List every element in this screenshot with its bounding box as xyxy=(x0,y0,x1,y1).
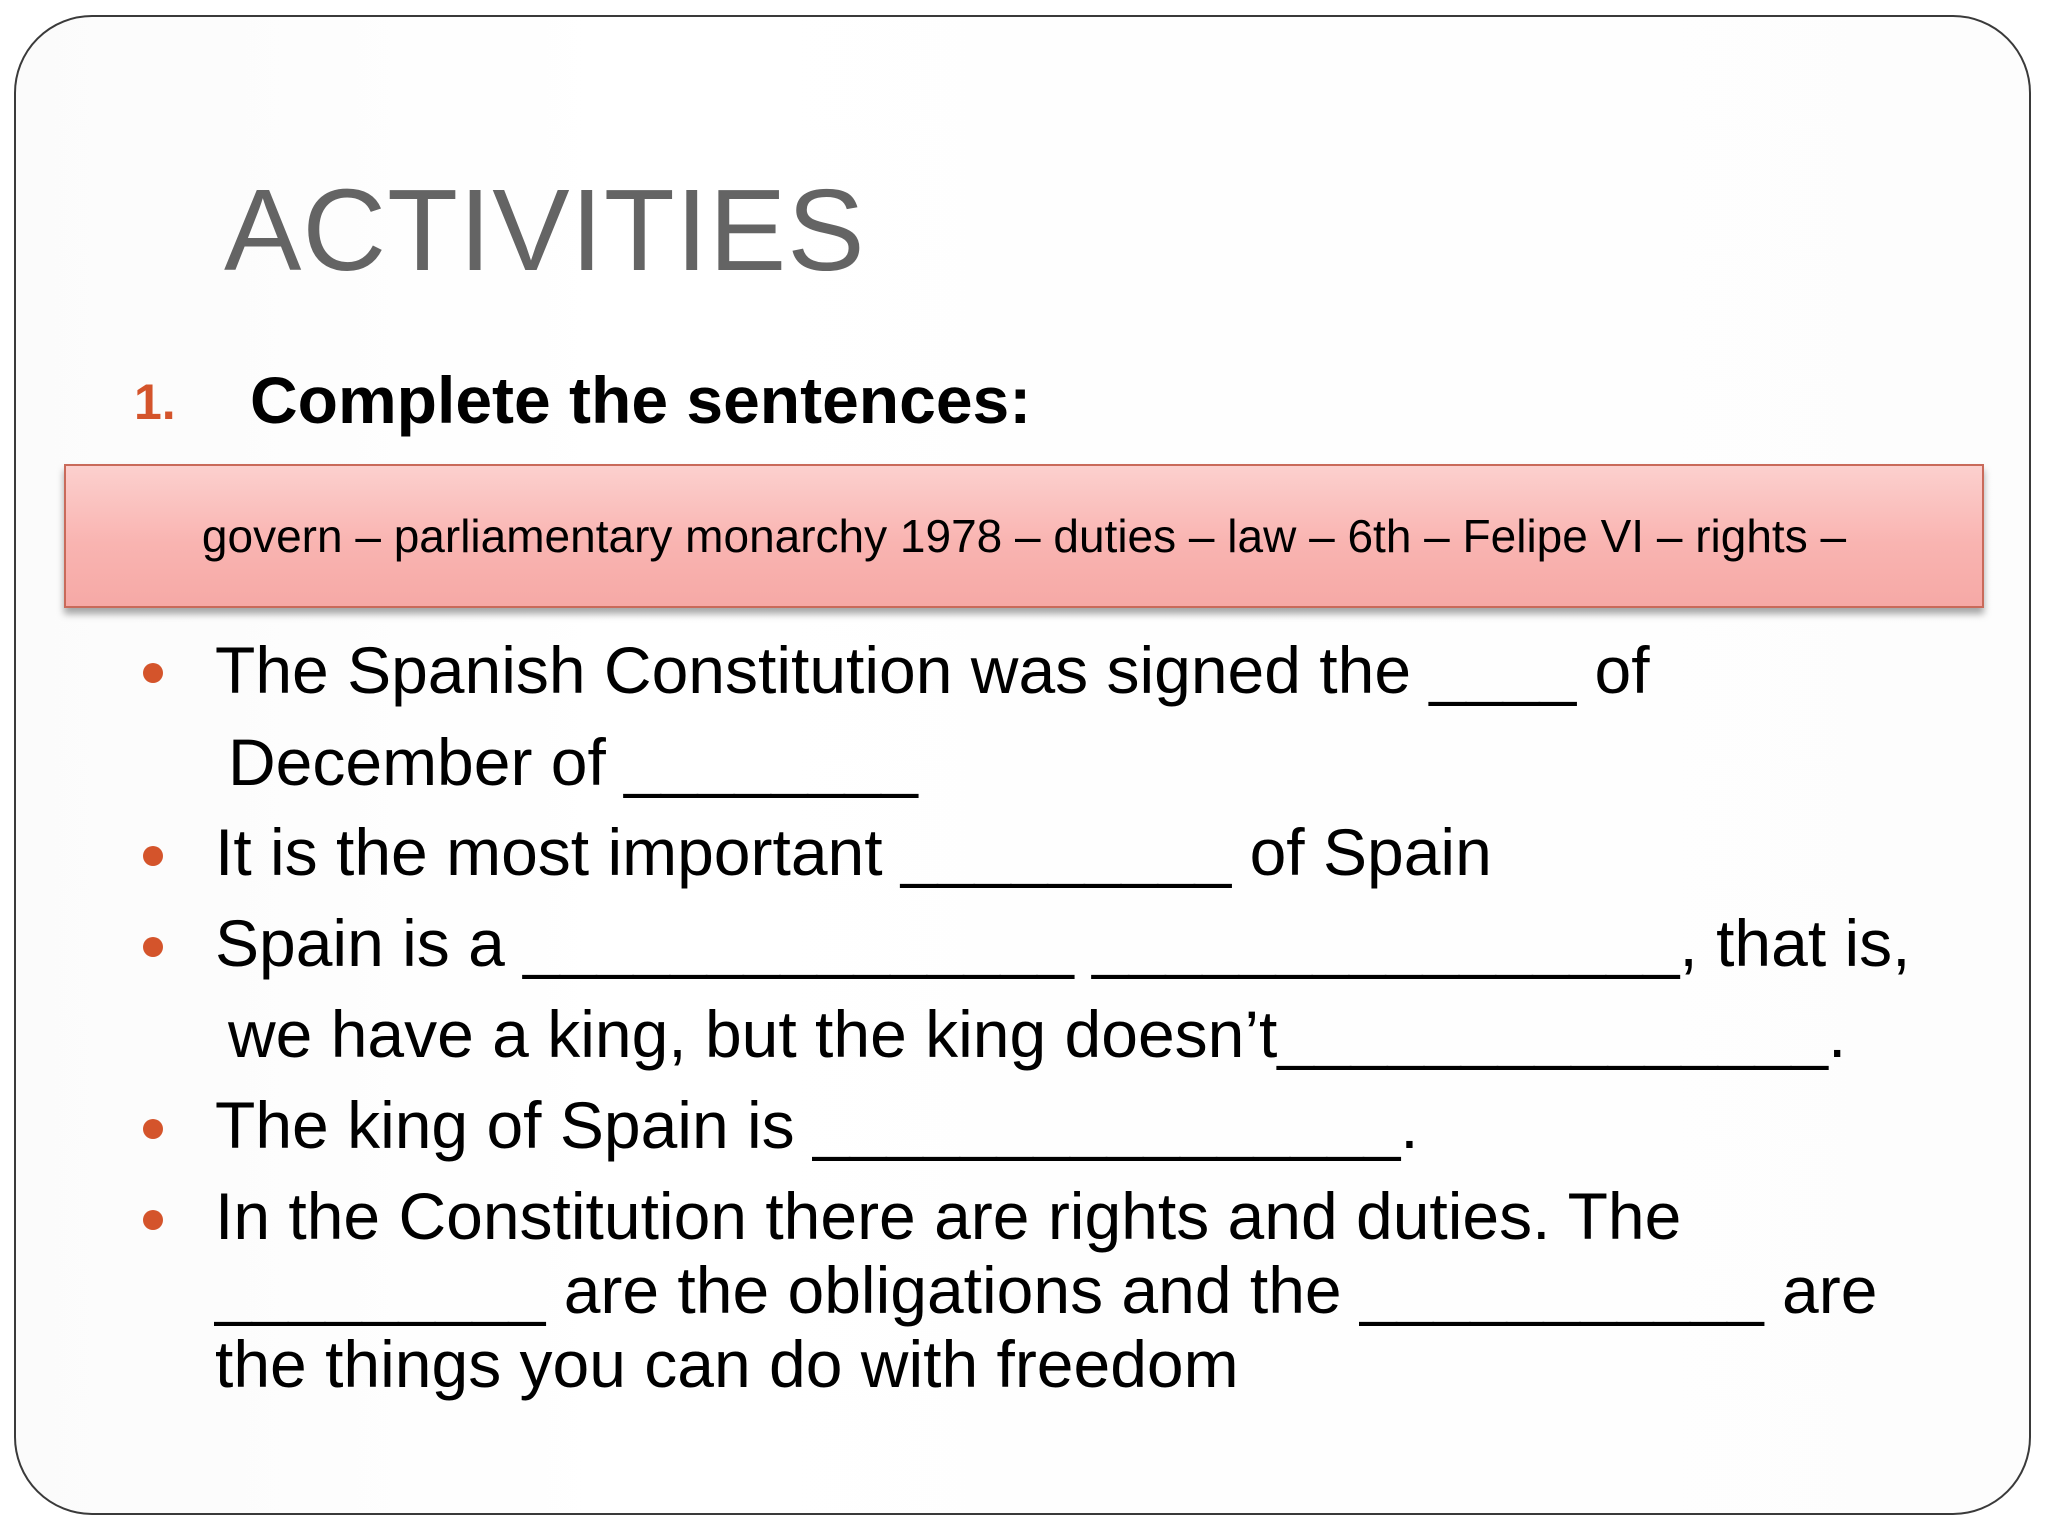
bullet-2-icon xyxy=(143,846,163,866)
bullet-1-line-2: December of ________ xyxy=(228,725,918,799)
bullet-3-icon xyxy=(143,937,163,957)
bullet-4-icon xyxy=(143,1119,163,1139)
slide-title: ACTIVITIES xyxy=(224,165,866,295)
bullet-1-icon xyxy=(143,663,163,683)
task-number: 1. xyxy=(134,374,176,430)
bullet-5-line-3: the things you can do with freedom xyxy=(215,1327,1239,1401)
word-bank-text: govern – parliamentary monarchy 1978 – duties – law – 6th – Felipe VI – rights – xyxy=(201,510,1847,562)
bullet-2-line-1: It is the most important _________ of Spain xyxy=(215,815,1492,889)
bullet-1-line-1: The Spanish Constitution was signed the ____ of xyxy=(215,633,1650,707)
bullet-5-icon xyxy=(143,1210,163,1230)
bullet-3-line-2: we have a king, but the king doesn’t_______________. xyxy=(228,997,1847,1071)
bullet-4-line-1: The king of Spain is ________________. xyxy=(215,1088,1419,1162)
bullet-3-line-1: Spain is a _______________ ________________, that is, xyxy=(215,906,1911,980)
bullet-5-line-1: In the Constitution there are rights and duties. The xyxy=(215,1179,1682,1253)
bullet-5-line-2: _________ are the obligations and the ___________ are xyxy=(215,1253,1878,1327)
task-heading: Complete the sentences: xyxy=(250,363,1032,437)
